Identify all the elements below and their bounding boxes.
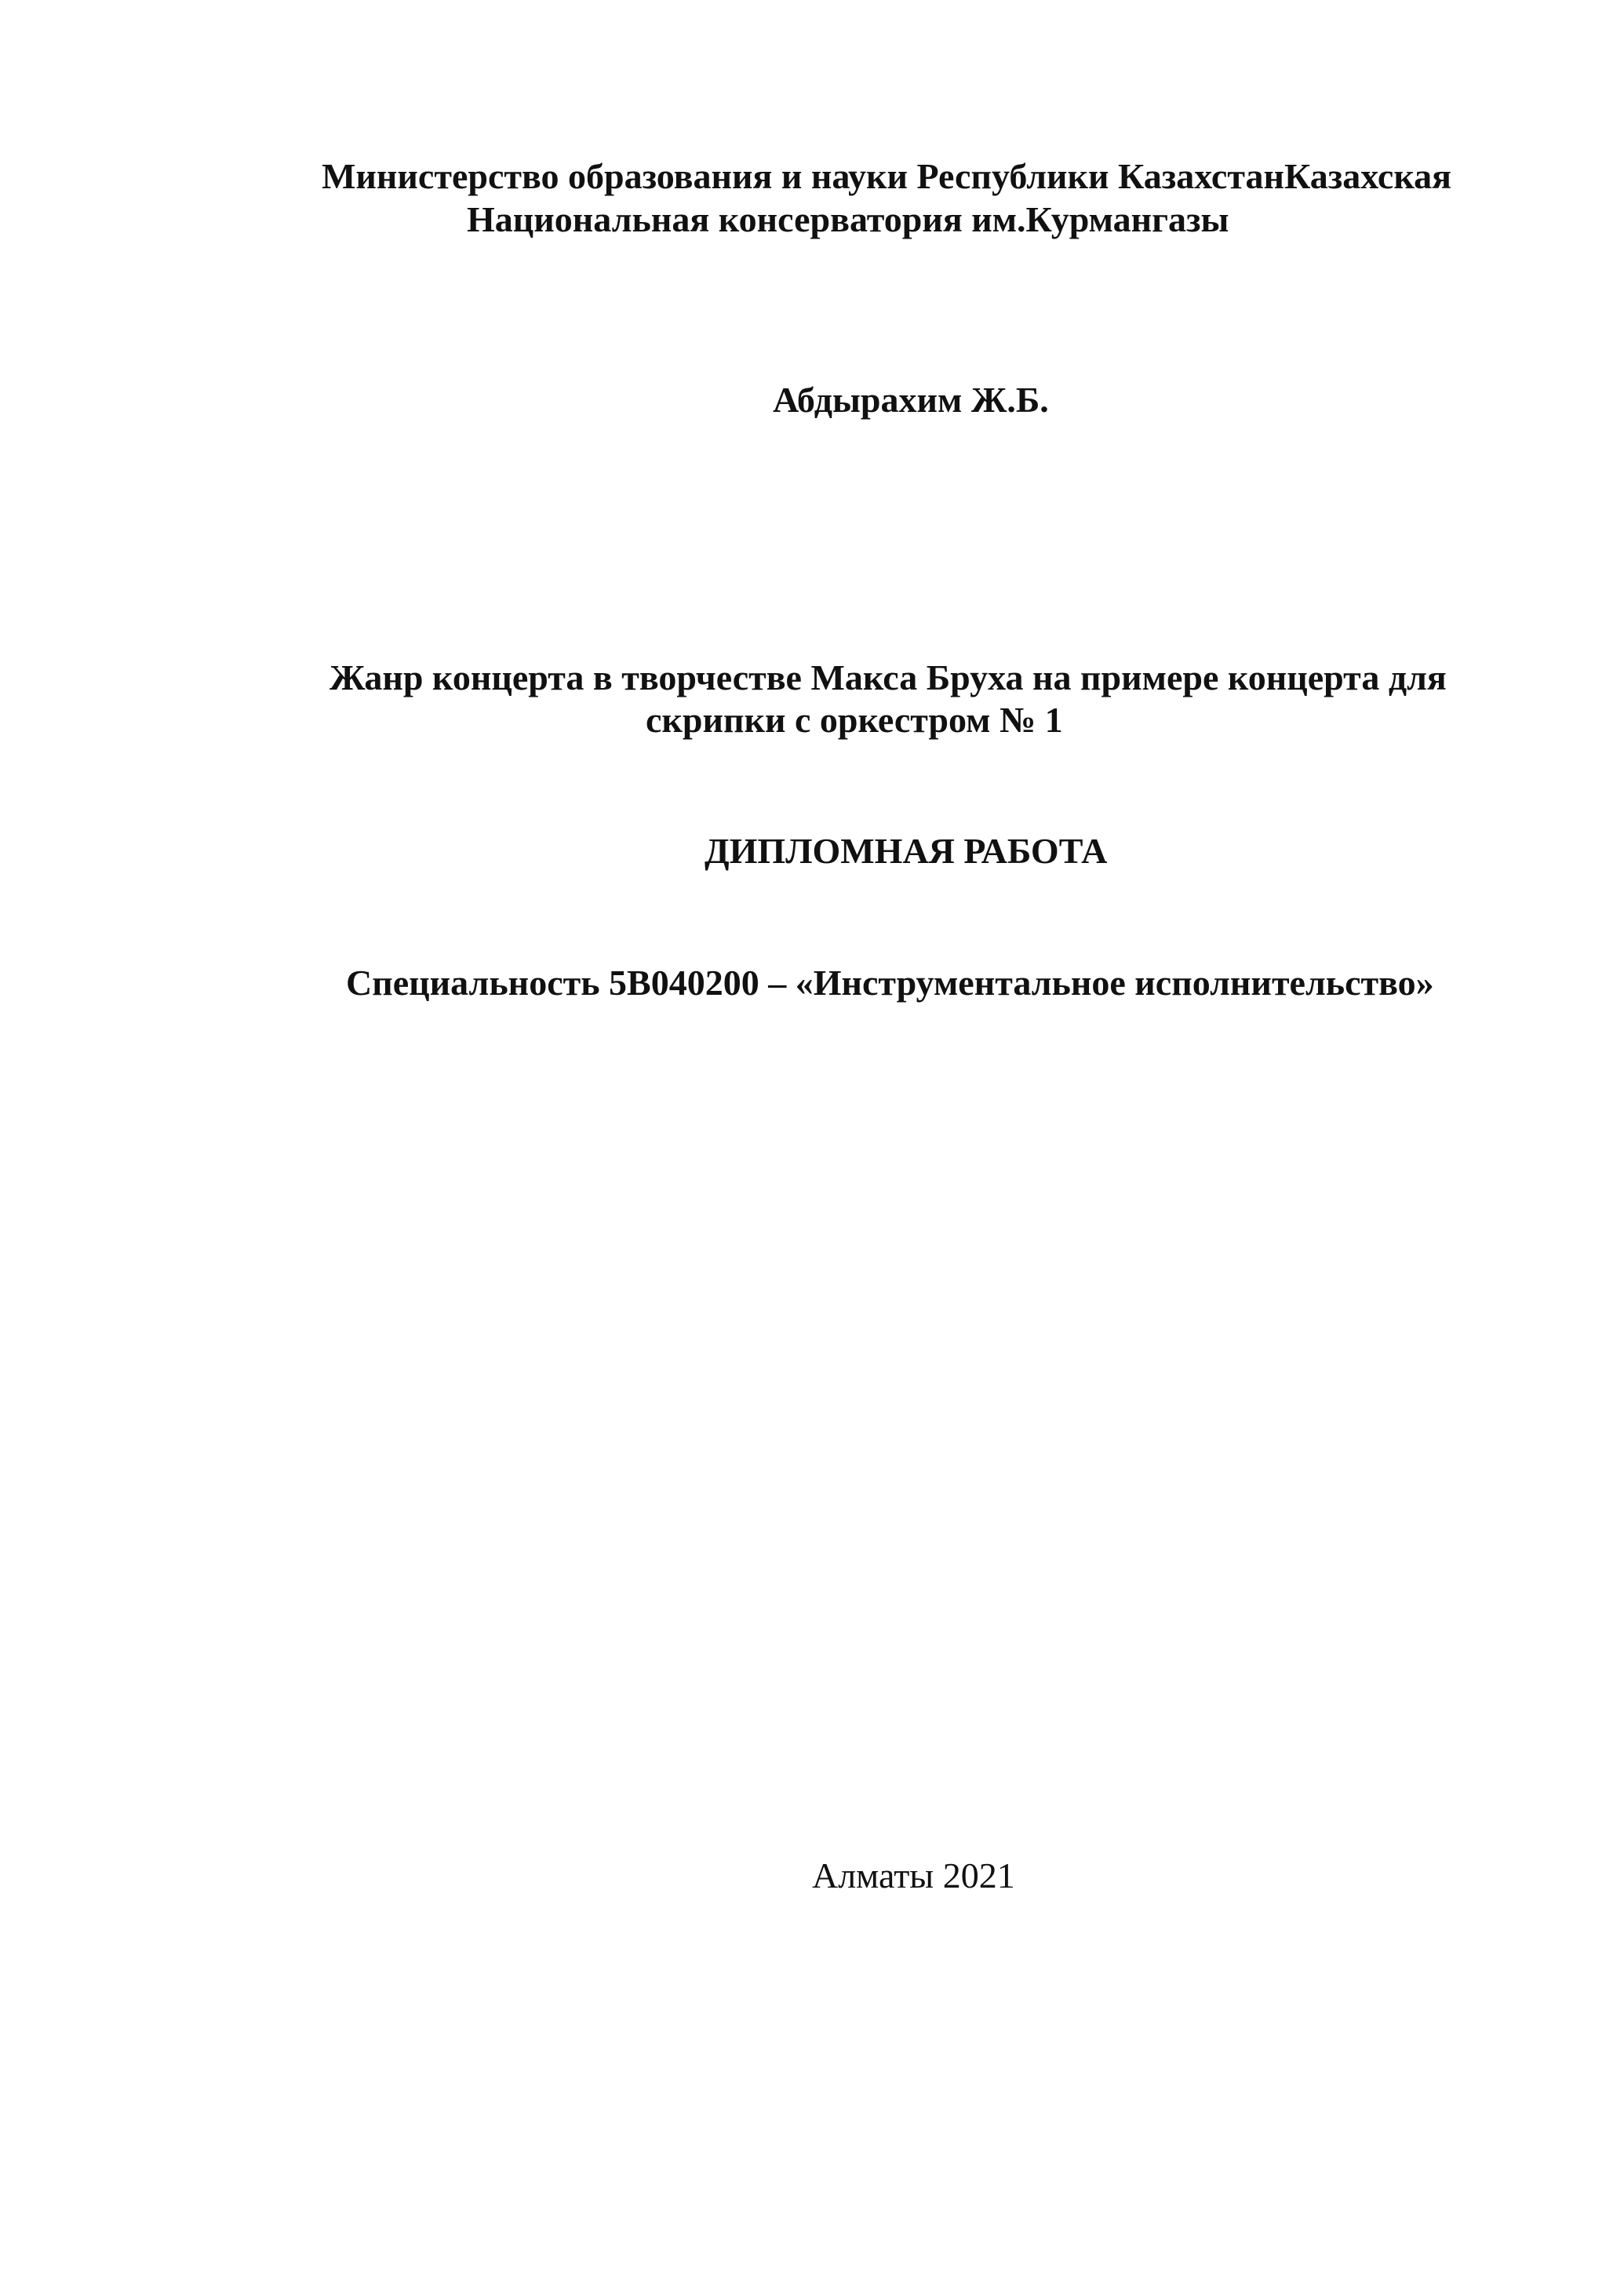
- thesis-title-line-1: Жанр концерта в творчестве Макса Бруха на примере концерта для: [330, 657, 1447, 697]
- city-year: Алматы 2021: [812, 1855, 1015, 1895]
- specialty-line: Специальность 5В040200 – «Инструментальное исполнительство»: [346, 963, 1434, 1003]
- document-type: ДИПЛОМНАЯ РАБОТА: [705, 831, 1108, 871]
- ministry-line-2: Национальная консерватория им.Курмангазы: [467, 199, 1229, 239]
- thesis-title-line-2: скрипки с оркестром № 1: [646, 700, 1063, 740]
- author-name: Абдырахим Ж.Б.: [773, 380, 1049, 420]
- ministry-line-1: Министерство образования и науки Республики КазахстанКазахская: [322, 156, 1452, 196]
